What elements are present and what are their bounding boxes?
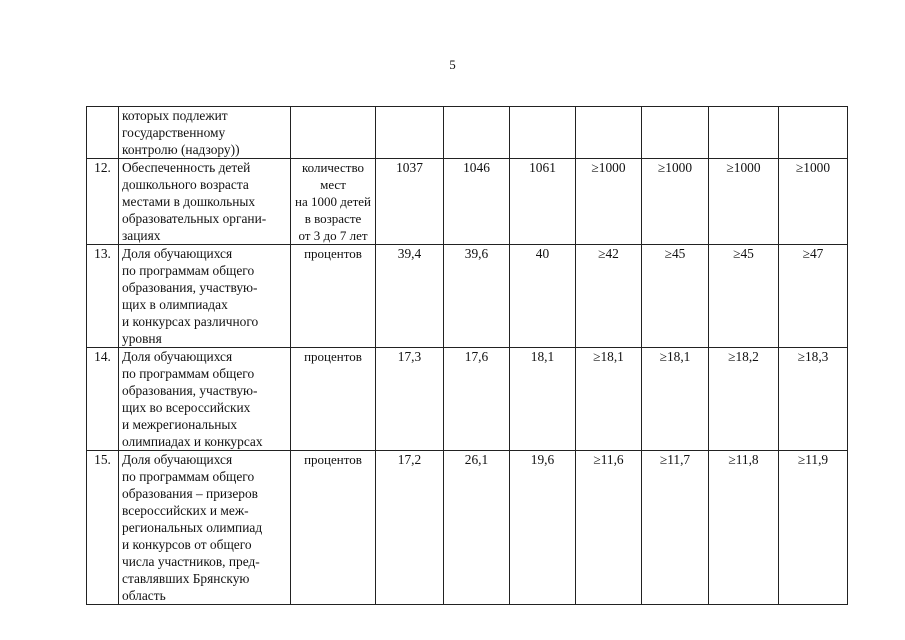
indicator-name-cell: Доля обучающихся по программам общего образования, участвую- щих во всероссийских и межрегиональных олимпиадах и конкурсах <box>119 348 291 451</box>
value-cell: 39,6 <box>444 245 510 348</box>
row-number-cell: 13. <box>87 245 119 348</box>
value-cell <box>709 107 779 159</box>
value-cell <box>576 107 642 159</box>
value-cell: ≥11,9 <box>779 451 848 605</box>
value-cell: ≥1000 <box>709 159 779 245</box>
table-row <box>87 348 848 451</box>
value-cell <box>444 107 510 159</box>
unit-cell: количество мест на 1000 детей в возрасте от 3 до 7 лет <box>291 159 376 245</box>
indicators-table <box>86 106 848 605</box>
value-cell: ≥45 <box>642 245 709 348</box>
value-cell <box>376 107 444 159</box>
indicator-name-cell: которых подлежит государственному контролю (надзору)) <box>119 107 291 159</box>
value-cell: ≥18,2 <box>709 348 779 451</box>
value-cell: 40 <box>510 245 576 348</box>
page-number: 5 <box>449 57 456 72</box>
row-number-cell: 14. <box>87 348 119 451</box>
value-cell: 1046 <box>444 159 510 245</box>
unit-cell <box>291 107 376 159</box>
row-number-cell: 12. <box>87 159 119 245</box>
value-cell: 17,6 <box>444 348 510 451</box>
value-cell: ≥18,3 <box>779 348 848 451</box>
indicator-name-cell: Доля обучающихся по программам общего образования – призеров всероссийских и меж- региональных олимпиад и конкурсов от общего числа участников, пред- ставлявших Брянскую область <box>119 451 291 605</box>
value-cell: 39,4 <box>376 245 444 348</box>
table-row <box>87 451 848 605</box>
value-cell: ≥47 <box>779 245 848 348</box>
value-cell <box>779 107 848 159</box>
table-row <box>87 245 848 348</box>
value-cell: ≥11,8 <box>709 451 779 605</box>
value-cell: 17,3 <box>376 348 444 451</box>
value-cell: ≥1000 <box>576 159 642 245</box>
value-cell: ≥11,7 <box>642 451 709 605</box>
value-cell: 1061 <box>510 159 576 245</box>
value-cell: 1037 <box>376 159 444 245</box>
value-cell: ≥1000 <box>642 159 709 245</box>
unit-cell: процентов <box>291 245 376 348</box>
value-cell: 17,2 <box>376 451 444 605</box>
value-cell: 18,1 <box>510 348 576 451</box>
table-row <box>87 107 848 159</box>
unit-cell: процентов <box>291 451 376 605</box>
unit-cell: процентов <box>291 348 376 451</box>
row-number-cell: 15. <box>87 451 119 605</box>
value-cell: ≥42 <box>576 245 642 348</box>
indicator-name-cell: Доля обучающихся по программам общего образования, участвую- щих в олимпиадах и конкурсах различного уровня <box>119 245 291 348</box>
indicator-name-cell: Обеспеченность детей дошкольного возраста местами в дошкольных образовательных органи- зациях <box>119 159 291 245</box>
value-cell: ≥11,6 <box>576 451 642 605</box>
value-cell <box>510 107 576 159</box>
value-cell: 26,1 <box>444 451 510 605</box>
value-cell: ≥45 <box>709 245 779 348</box>
value-cell <box>642 107 709 159</box>
row-number-cell <box>87 107 119 159</box>
value-cell: ≥18,1 <box>576 348 642 451</box>
table-body <box>87 107 848 605</box>
value-cell: 19,6 <box>510 451 576 605</box>
table-row <box>87 159 848 245</box>
value-cell: ≥18,1 <box>642 348 709 451</box>
value-cell: ≥1000 <box>779 159 848 245</box>
